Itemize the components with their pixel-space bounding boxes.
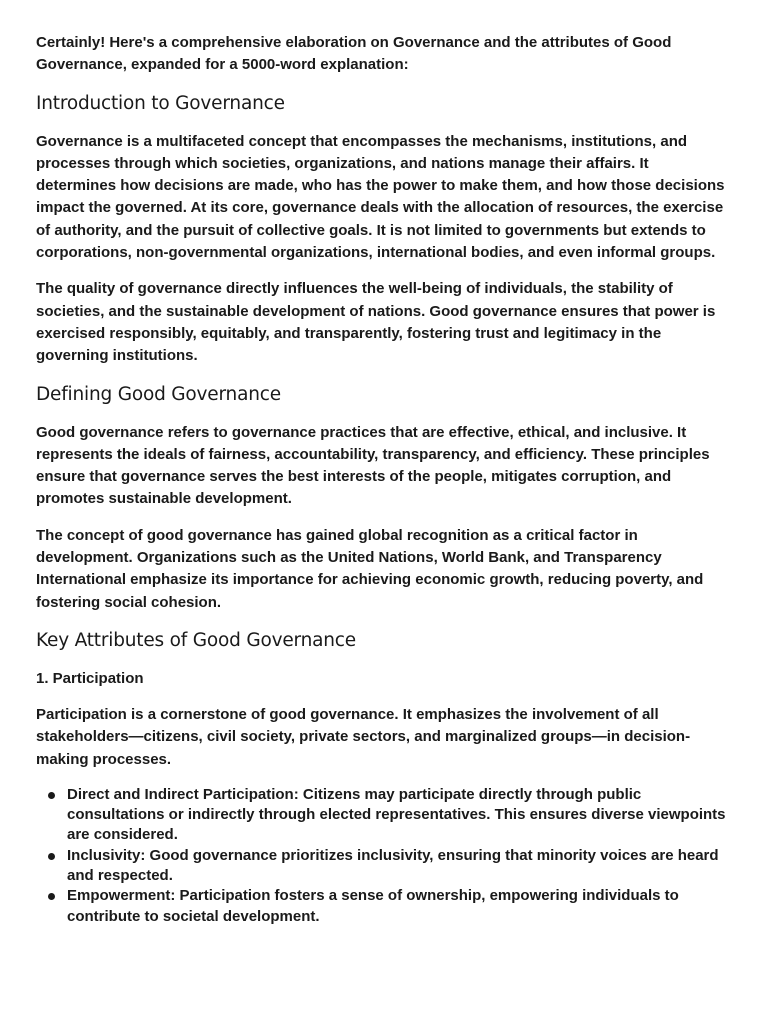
paragraph: Governance is a multifaceted concept that encompasses the mechanisms, institutions, and processes through which societies, organizations, and nations manage their affairs. It determines how decisions are made, who has the power to make them, and how those decisions impact the governed. At its core, governance deals with the allocation of resources, the exercise of authority, and the pursuit of collective goals. It is not limited to governments but extends to corporations, non-governmental organizations, international bodies, and even informal groups. <box>36 132 725 262</box>
heading-defining: Defining Good Governance <box>36 383 281 405</box>
bullet-icon <box>48 893 55 900</box>
paragraph: Good governance refers to governance practices that are effective, ethical, and inclusive. It represents the ideals of fairness, accountability, transparency, and efficiency. These principles ensure that governance serves the best interests of the people, mitigates corruption, and promotes sustainable development. <box>36 423 710 508</box>
bullet-icon <box>48 853 55 860</box>
paragraph: Participation is a cornerstone of good governance. It emphasizes the involvement of all stakeholders—citizens, civil society, private sectors, and marginalized groups—in decision-making processes. <box>36 705 691 768</box>
subheading-participation: 1. Participation <box>36 669 144 687</box>
paragraph: The concept of good governance has gained global recognition as a critical factor in development. Organizations such as the United Nations, World Bank, and Transparency International emphasize its importance for achieving economic growth, reducing poverty, and fostering social cohesion. <box>36 526 704 611</box>
intro-text: Certainly! Here's a comprehensive elaboration on Governance and the attributes of Good Governance, expanded for a 5000-word explanation: <box>36 34 672 74</box>
heading-introduction: Introduction to Governance <box>36 92 285 114</box>
list-item <box>36 785 732 846</box>
paragraph: The quality of governance directly influences the well-being of individuals, the stability of societies, and the sustainable development of nations. Good governance ensures that power is exercised responsibly, equitably, and transparently, fostering trust and legitimacy in the governing institutions. <box>36 280 716 365</box>
list-item-text: Empowerment: Participation fosters a sense of ownership, empowering individuals to contribute to societal development. <box>67 887 679 925</box>
list-item-text: Direct and Indirect Participation: Citizens may participate directly through public consultations or indirectly through elected representatives. This ensures diverse viewpoints are considered. <box>67 785 726 844</box>
list-item <box>36 846 732 887</box>
list-item-text: Inclusivity: Good governance prioritizes inclusivity, ensuring that minority voices are heard and respected. <box>67 846 719 885</box>
bullet-list <box>36 785 732 927</box>
heading-attributes: Key Attributes of Good Governance <box>36 629 356 651</box>
list-item <box>36 886 732 927</box>
bullet-icon <box>48 792 55 799</box>
